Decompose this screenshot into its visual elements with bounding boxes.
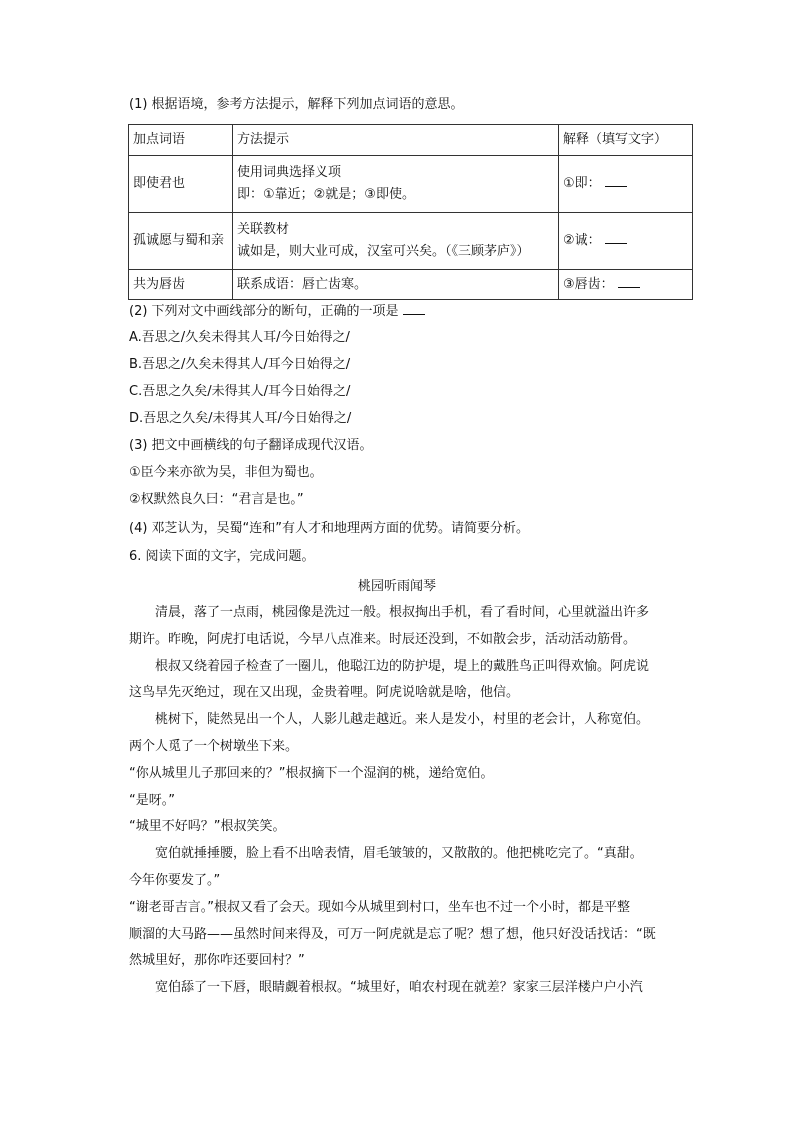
table-row (129, 270, 693, 300)
hint-line: 诚如是，则大业可成，汉室可兴矣。（《三顾茅庐》） (237, 244, 530, 259)
table-row (129, 156, 693, 213)
table-header-cell: 解释（填写文字） (559, 125, 693, 156)
answer-blank[interactable] (605, 174, 627, 187)
term-hint (233, 156, 559, 213)
passage-title: 桃园听雨闻琴 (357, 579, 436, 594)
answer-blank[interactable] (605, 231, 627, 244)
passage-line: 清晨，落了一点雨，桃园像是洗过一般。根叔掏出手机，看了看时间，心里就溢出许多 (155, 605, 650, 620)
hint-line: 即：①靠近；②就是；③即使。 (237, 187, 415, 202)
translation-item: ①臣今来亦欲为吴，非但为蜀也。 (129, 465, 323, 480)
term-answer (559, 270, 693, 300)
option-b: B.吾思之/久矣未得其人/耳今日始得之/ (129, 357, 351, 372)
passage-line: 今年你要发了。” (129, 873, 221, 888)
table-header-row (129, 125, 693, 156)
q1-prompt: (1) 根据语境，参考方法提示，解释下列加点词语的意思。 (129, 97, 464, 112)
term-word: 孤诚愿与蜀和亲 (129, 213, 233, 270)
answer-blank[interactable] (403, 302, 425, 315)
passage-line: 期许。昨晚，阿虎打电话说，今早八点准来。时辰还没到，不如散会步，活动活动筋骨。 (129, 632, 637, 647)
passage-line: 然城里好，那你咋还要回村？” (129, 953, 305, 968)
terms-table (128, 124, 693, 300)
answer-label: ③唇齿： (563, 276, 614, 292)
table-header-cell: 方法提示 (233, 125, 559, 156)
hint-line: 联系成语：唇亡齿寒。 (237, 276, 368, 292)
passage-line: 宽伯就捶捶腰，脸上看不出啥表情，眉毛皱皱的，又散散的。他把桃吃完了。“真甜。 (155, 846, 643, 861)
term-hint (233, 270, 559, 300)
passage-line: 桃树下，陡然晃出一个人，人影儿越走越近。来人是发小，村里的老会计，人称宽伯。 (155, 712, 650, 727)
q3-prompt: (3) 把文中画横线的句子翻译成现代汉语。 (129, 438, 373, 453)
passage-line: “城里不好吗？”根叔笑笑。 (129, 819, 286, 834)
passage-line: 这鸟早先灭绝过，现在又出现，金贵着哩。阿虎说啥就是啥，他信。 (129, 685, 520, 700)
option-a: A.吾思之/久矣未得其人耳/今日始得之/ (129, 330, 350, 345)
passage-line: 顺溜的大马路——虽然时间来得及，可万一阿虎就是忘了呢？想了想，他只好没话找话：“既 (129, 927, 656, 942)
option-d: D.吾思之久矣/未得其人耳/今日始得之/ (129, 411, 352, 426)
term-answer (559, 156, 693, 213)
passage-line: 根叔又绕着园子检查了一圈儿，他聪江边的防护堤，堤上的戴胜鸟正叫得欢愉。阿虎说 (155, 659, 650, 674)
answer-label: ②诚： (563, 233, 601, 248)
translation-item: ②权默然良久曰：“君言是也。” (129, 492, 304, 507)
table-row (129, 213, 693, 270)
term-answer (559, 213, 693, 270)
table-header-cell: 加点词语 (129, 125, 233, 156)
q4-prompt: (4) 邓芝认为，吴蜀“连和”有人才和地理两方面的优势。请简要分析。 (129, 521, 530, 536)
term-word: 即使君也 (129, 156, 233, 213)
passage-line: 两个人觅了一个树墩坐下来。 (129, 739, 299, 754)
passage-line: 宽伯舔了一下唇，眼睛觑着根叔。“城里好，咱农村现在就差？家家三层洋楼户户小汽 (155, 980, 643, 995)
term-word: 共为唇齿 (129, 270, 233, 300)
answer-label: ①即： (563, 176, 601, 191)
passage-line: “谢老哥吉言。”根叔又看了会天。现如今从城里到村口，坐车也不过一个小时，都是平整 (129, 900, 630, 915)
passage-line: “是呀。” (129, 793, 175, 808)
q2-prompt (129, 302, 425, 322)
term-hint (233, 213, 559, 270)
option-c: C.吾思之久矣/未得其人/耳今日始得之/ (129, 384, 351, 399)
passage-line: “你从城里儿子那回来的？”根叔摘下一个湿润的桃，递给宽伯。 (129, 766, 494, 781)
hint-line: 关联教材 (237, 222, 290, 237)
answer-blank[interactable] (618, 275, 640, 288)
q2-prompt-text: (2) 下列对文中画线部分的断句，正确的一项是 (129, 304, 399, 319)
hint-line: 使用词典选择义项 (237, 165, 342, 180)
q6-prompt: 6. 阅读下面的文字，完成问题。 (129, 549, 315, 564)
